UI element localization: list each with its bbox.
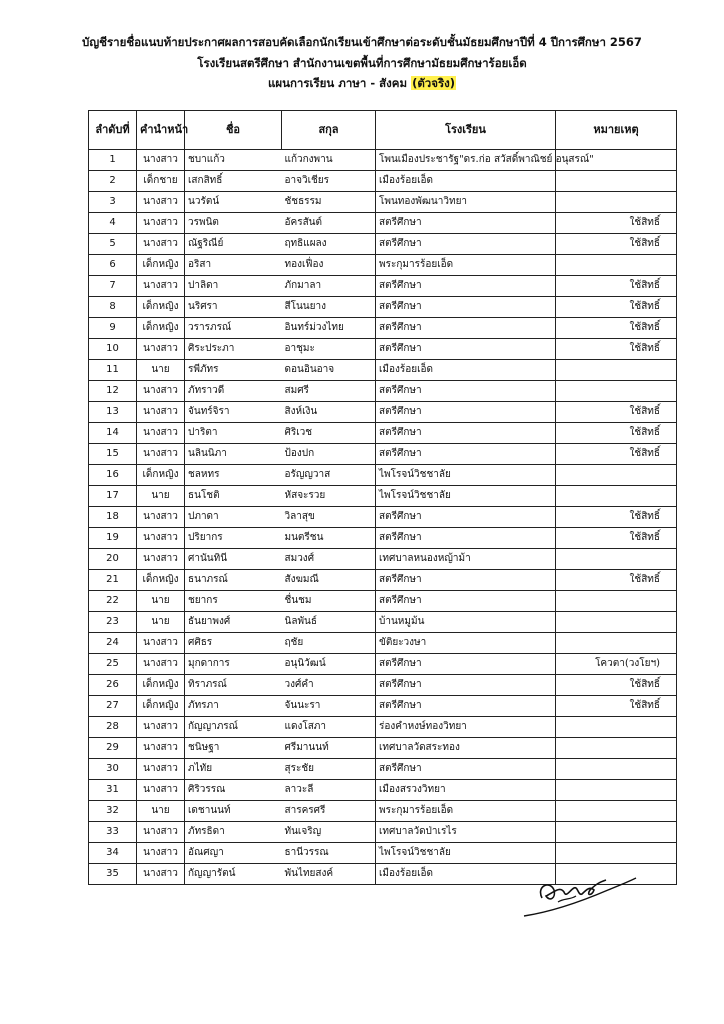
row-first-name: ชยากร xyxy=(185,591,282,612)
row-note xyxy=(556,738,677,759)
row-number: 31 xyxy=(89,780,137,801)
row-number: 19 xyxy=(89,528,137,549)
row-note xyxy=(556,780,677,801)
header-title: บัญชีรายชื่อแนบท้ายประกาศผลการสอบคัดเลือกนักเรียนเข้าศึกษาต่อระดับชั้นมัธยมศึกษาปีที่ 4 ปีการศึกษา 2567 xyxy=(82,35,642,49)
row-surname: แดงโสภา xyxy=(282,717,376,738)
row-school: สตรีศึกษา xyxy=(376,675,556,696)
row-prefix: นางสาว xyxy=(137,822,185,843)
table-row xyxy=(89,780,677,801)
row-prefix: เด็กหญิง xyxy=(137,696,185,717)
row-note: ใช้สิทธิ์ xyxy=(556,213,677,234)
table-row xyxy=(89,381,677,402)
row-school: สตรีศึกษา xyxy=(376,759,556,780)
row-surname: จันนะรา xyxy=(282,696,376,717)
row-surname: อาจวิเชียร xyxy=(282,171,376,192)
row-first-name: ภัทรธิดา xyxy=(185,822,282,843)
row-first-name: ศศิธร xyxy=(185,633,282,654)
row-first-name: เสกสิทธิ์ xyxy=(185,171,282,192)
table-row xyxy=(89,696,677,717)
row-prefix: นาย xyxy=(137,591,185,612)
row-prefix: นางสาว xyxy=(137,402,185,423)
table-row xyxy=(89,633,677,654)
table-row xyxy=(89,192,677,213)
row-prefix: นางสาว xyxy=(137,717,185,738)
table-row xyxy=(89,360,677,381)
row-first-name: ศานันทินี xyxy=(185,549,282,570)
row-first-name: ชนิษฐา xyxy=(185,738,282,759)
row-school: เมืองร้อยเอ็ด xyxy=(376,171,556,192)
row-school: สตรีศึกษา xyxy=(376,528,556,549)
row-school: ไพโรจน์วิชชาลัย xyxy=(376,843,556,864)
row-note: ใช้สิทธิ์ xyxy=(556,423,677,444)
row-surname: สิงห์เงิน xyxy=(282,402,376,423)
row-first-name: กัญญารัตน์ xyxy=(185,864,282,885)
row-surname: ภักมาลา xyxy=(282,276,376,297)
row-first-name: ชบาแก้ว xyxy=(185,150,282,171)
row-surname: แก้วกงพาน xyxy=(282,150,376,171)
row-first-name: มุกดาการ xyxy=(185,654,282,675)
row-first-name: อริสา xyxy=(185,255,282,276)
row-prefix: เด็กหญิง xyxy=(137,297,185,318)
row-school: โพนเมืองประชารัฐ"ดร.ก่อ สวัสดิ์พาณิชย์ อนุสรณ์" xyxy=(376,150,556,171)
row-school: สตรีศึกษา xyxy=(376,276,556,297)
row-first-name: ศิริวรรณ xyxy=(185,780,282,801)
column-header-prefix: คำนำหน้า xyxy=(137,111,185,150)
table-header-row xyxy=(89,111,677,150)
row-school: สตรีศึกษา xyxy=(376,318,556,339)
row-first-name: จันทร์จิรา xyxy=(185,402,282,423)
row-school: เทศบาลวัดสระทอง xyxy=(376,738,556,759)
row-note xyxy=(556,843,677,864)
table-row xyxy=(89,822,677,843)
row-prefix: นางสาว xyxy=(137,444,185,465)
row-school: สตรีศึกษา xyxy=(376,339,556,360)
table-row xyxy=(89,234,677,255)
row-school: สตรีศึกษา xyxy=(376,507,556,528)
table-row xyxy=(89,339,677,360)
row-surname: ฤทธิแผลง xyxy=(282,234,376,255)
row-first-name: ณัฐริณีย์ xyxy=(185,234,282,255)
row-number: 10 xyxy=(89,339,137,360)
column-header-surname: สกุล xyxy=(282,111,376,150)
row-prefix: เด็กหญิง xyxy=(137,255,185,276)
row-number: 35 xyxy=(89,864,137,885)
table-row xyxy=(89,507,677,528)
row-school: สตรีศึกษา xyxy=(376,570,556,591)
row-school: บ้านหมูม้น xyxy=(376,612,556,633)
row-number: 33 xyxy=(89,822,137,843)
table-row xyxy=(89,717,677,738)
row-number: 9 xyxy=(89,318,137,339)
row-prefix: นางสาว xyxy=(137,234,185,255)
row-school: เมืองร้อยเอ็ด xyxy=(376,864,556,885)
row-prefix: เด็กชาย xyxy=(137,171,185,192)
row-note xyxy=(556,192,677,213)
row-note: ใช้สิทธิ์ xyxy=(556,297,677,318)
row-note xyxy=(556,465,677,486)
row-surname: ทองเฟื่อง xyxy=(282,255,376,276)
row-prefix: นางสาว xyxy=(137,381,185,402)
row-prefix: เด็กหญิง xyxy=(137,570,185,591)
row-prefix: นางสาว xyxy=(137,759,185,780)
row-prefix: นางสาว xyxy=(137,654,185,675)
row-note: ใช้สิทธิ์ xyxy=(556,444,677,465)
row-first-name: นริศรา xyxy=(185,297,282,318)
header-program xyxy=(0,73,724,94)
row-note xyxy=(556,717,677,738)
row-number: 17 xyxy=(89,486,137,507)
row-note xyxy=(556,486,677,507)
row-prefix: นางสาว xyxy=(137,339,185,360)
row-note xyxy=(556,633,677,654)
column-header-no: ลำดับที่ xyxy=(89,111,137,150)
row-surname: อาชุมะ xyxy=(282,339,376,360)
row-number: 27 xyxy=(89,696,137,717)
row-school: สตรีศึกษา xyxy=(376,402,556,423)
table-row xyxy=(89,318,677,339)
row-school: ไพโรจน์วิชชาลัย xyxy=(376,465,556,486)
row-prefix: นางสาว xyxy=(137,780,185,801)
row-surname: ศรีมานนท์ xyxy=(282,738,376,759)
row-note xyxy=(556,255,677,276)
row-school: ไพโรจน์วิชชาลัย xyxy=(376,486,556,507)
row-prefix: นาย xyxy=(137,801,185,822)
row-number: 11 xyxy=(89,360,137,381)
row-number: 26 xyxy=(89,675,137,696)
row-first-name: ทิราภรณ์ xyxy=(185,675,282,696)
row-school: ร่องคำหงษ์ทองวิทยา xyxy=(376,717,556,738)
header-school: โรงเรียนสตรีศึกษา สำนักงานเขตพื้นที่การศึกษามัธยมศึกษาร้อยเอ็ด xyxy=(197,55,527,70)
row-first-name: ศิระประภา xyxy=(185,339,282,360)
row-surname: หัสจะรวย xyxy=(282,486,376,507)
row-note: ใช้สิทธิ์ xyxy=(556,675,677,696)
row-prefix: นางสาว xyxy=(137,423,185,444)
table-row xyxy=(89,486,677,507)
row-surname: ทันเจริญ xyxy=(282,822,376,843)
row-school: สตรีศึกษา xyxy=(376,234,556,255)
row-number: 3 xyxy=(89,192,137,213)
table-row xyxy=(89,759,677,780)
row-note xyxy=(556,822,677,843)
table-row xyxy=(89,255,677,276)
row-first-name: ชลหทร xyxy=(185,465,282,486)
row-note: ใช้สิทธิ์ xyxy=(556,318,677,339)
table-row xyxy=(89,549,677,570)
row-surname: อินทร์ม่วงไทย xyxy=(282,318,376,339)
column-header-name: ชื่อ xyxy=(185,111,282,150)
row-number: 13 xyxy=(89,402,137,423)
row-first-name: กัญญาภรณ์ xyxy=(185,717,282,738)
row-school: สตรีศึกษา xyxy=(376,444,556,465)
table-row xyxy=(89,738,677,759)
row-number: 16 xyxy=(89,465,137,486)
row-note: ใช้สิทธิ์ xyxy=(556,528,677,549)
row-school: ขัติยะวงษา xyxy=(376,633,556,654)
row-note: โควตา(วงโยฯ) xyxy=(556,654,677,675)
row-school: สตรีศึกษา xyxy=(376,297,556,318)
row-first-name: ธนาภรณ์ xyxy=(185,570,282,591)
row-number: 23 xyxy=(89,612,137,633)
row-first-name: ภัทราวดี xyxy=(185,381,282,402)
row-school: เทศบาลหนองหญ้าม้า xyxy=(376,549,556,570)
row-surname: สังฆมณี xyxy=(282,570,376,591)
row-note: ใช้สิทธิ์ xyxy=(556,570,677,591)
column-header-school: โรงเรียน xyxy=(376,111,556,150)
row-number: 7 xyxy=(89,276,137,297)
row-school: สตรีศึกษา xyxy=(376,654,556,675)
row-school: เมืองร้อยเอ็ด xyxy=(376,360,556,381)
row-first-name: วรารภรณ์ xyxy=(185,318,282,339)
row-surname: สมศรี xyxy=(282,381,376,402)
row-number: 8 xyxy=(89,297,137,318)
row-school: สตรีศึกษา xyxy=(376,591,556,612)
row-prefix: นางสาว xyxy=(137,150,185,171)
table-row xyxy=(89,150,677,171)
row-note: ใช้สิทธิ์ xyxy=(556,276,677,297)
row-note xyxy=(556,360,677,381)
row-school: เมืองสรวงวิทยา xyxy=(376,780,556,801)
row-number: 6 xyxy=(89,255,137,276)
row-surname: นิลพันธ์ xyxy=(282,612,376,633)
program-label: แผนการเรียน ภาษา - สังคม xyxy=(267,76,408,90)
row-note xyxy=(556,549,677,570)
row-note xyxy=(556,801,677,822)
row-surname: ชัชธรรม xyxy=(282,192,376,213)
row-number: 28 xyxy=(89,717,137,738)
row-number: 30 xyxy=(89,759,137,780)
row-surname: พันไทยสงค์ xyxy=(282,864,376,885)
row-note xyxy=(556,612,677,633)
row-note xyxy=(556,381,677,402)
table-row xyxy=(89,297,677,318)
row-note xyxy=(556,591,677,612)
row-surname: ชื่นชม xyxy=(282,591,376,612)
row-prefix: นางสาว xyxy=(137,213,185,234)
row-surname: วิลาสุข xyxy=(282,507,376,528)
row-first-name: เดชานนท์ xyxy=(185,801,282,822)
row-surname: สมวงศ์ xyxy=(282,549,376,570)
row-first-name: นวรัตน์ xyxy=(185,192,282,213)
table-row xyxy=(89,402,677,423)
row-surname: มนตรีชน xyxy=(282,528,376,549)
row-first-name: ปริยากร xyxy=(185,528,282,549)
row-prefix: นาย xyxy=(137,486,185,507)
row-first-name: ธันยาพงศ์ xyxy=(185,612,282,633)
row-prefix: นาย xyxy=(137,612,185,633)
table-row xyxy=(89,213,677,234)
table-row xyxy=(89,801,677,822)
row-school: สตรีศึกษา xyxy=(376,696,556,717)
row-school: สตรีศึกษา xyxy=(376,423,556,444)
row-prefix: นางสาว xyxy=(137,738,185,759)
row-number: 14 xyxy=(89,423,137,444)
column-header-note: หมายเหตุ xyxy=(556,111,677,150)
row-first-name: ปาลิดา xyxy=(185,276,282,297)
table-body xyxy=(89,150,677,885)
table-row xyxy=(89,528,677,549)
row-note xyxy=(556,171,677,192)
table-row xyxy=(89,423,677,444)
table-row xyxy=(89,654,677,675)
row-prefix: เด็กหญิง xyxy=(137,465,185,486)
row-number: 21 xyxy=(89,570,137,591)
table-row xyxy=(89,570,677,591)
table-row xyxy=(89,591,677,612)
row-first-name: ภัทรภา xyxy=(185,696,282,717)
row-first-name: ภไทัย xyxy=(185,759,282,780)
row-surname: ฤชัย xyxy=(282,633,376,654)
row-prefix: นาย xyxy=(137,360,185,381)
table-row xyxy=(89,171,677,192)
row-note xyxy=(556,759,677,780)
row-prefix: นางสาว xyxy=(137,507,185,528)
row-surname: อรัญญวาส xyxy=(282,465,376,486)
row-surname: ศิริเวช xyxy=(282,423,376,444)
row-prefix: เด็กหญิง xyxy=(137,318,185,339)
row-number: 15 xyxy=(89,444,137,465)
row-surname: ดอนอินอาจ xyxy=(282,360,376,381)
document-header xyxy=(0,32,724,94)
signature-mark xyxy=(520,872,640,922)
row-school: สตรีศึกษา xyxy=(376,213,556,234)
row-school: สตรีศึกษา xyxy=(376,381,556,402)
row-surname: สีโนนยาง xyxy=(282,297,376,318)
row-number: 25 xyxy=(89,654,137,675)
row-number: 5 xyxy=(89,234,137,255)
row-prefix: นางสาว xyxy=(137,528,185,549)
row-number: 34 xyxy=(89,843,137,864)
row-school: พระกุมารร้อยเอ็ด xyxy=(376,801,556,822)
row-note: ใช้สิทธิ์ xyxy=(556,402,677,423)
table-row xyxy=(89,465,677,486)
row-prefix: เด็กหญิง xyxy=(137,675,185,696)
row-first-name: วรพนิต xyxy=(185,213,282,234)
row-number: 29 xyxy=(89,738,137,759)
row-surname: สุระชัย xyxy=(282,759,376,780)
row-surname: สารครศรี xyxy=(282,801,376,822)
row-number: 18 xyxy=(89,507,137,528)
table-row xyxy=(89,675,677,696)
row-prefix: นางสาว xyxy=(137,633,185,654)
table-row xyxy=(89,276,677,297)
row-school: โพนทองพัฒนาวิทยา xyxy=(376,192,556,213)
row-number: 22 xyxy=(89,591,137,612)
row-number: 20 xyxy=(89,549,137,570)
row-surname: ธานีวรรณ xyxy=(282,843,376,864)
row-number: 24 xyxy=(89,633,137,654)
table-row xyxy=(89,612,677,633)
row-surname: วงศ์คำ xyxy=(282,675,376,696)
row-school: เทศบาลวัดป่าเรไร xyxy=(376,822,556,843)
row-surname: อนุนิวัฒน์ xyxy=(282,654,376,675)
row-prefix: นางสาว xyxy=(137,864,185,885)
row-number: 4 xyxy=(89,213,137,234)
student-roster-table xyxy=(88,110,677,885)
row-prefix: นางสาว xyxy=(137,276,185,297)
row-surname: ลาวะลี xyxy=(282,780,376,801)
row-surname: ป้องปก xyxy=(282,444,376,465)
row-surname: อัครสันต์ xyxy=(282,213,376,234)
row-number: 1 xyxy=(89,150,137,171)
row-number: 12 xyxy=(89,381,137,402)
row-first-name: อัณศญา xyxy=(185,843,282,864)
row-note: ใช้สิทธิ์ xyxy=(556,234,677,255)
row-prefix: นางสาว xyxy=(137,192,185,213)
row-first-name: รพีภัทร xyxy=(185,360,282,381)
row-first-name: ปภาดา xyxy=(185,507,282,528)
row-prefix: นางสาว xyxy=(137,549,185,570)
row-note: ใช้สิทธิ์ xyxy=(556,696,677,717)
row-first-name: นลินนิภา xyxy=(185,444,282,465)
row-note: ใช้สิทธิ์ xyxy=(556,507,677,528)
row-prefix: นางสาว xyxy=(137,843,185,864)
row-first-name: ธนโชติ xyxy=(185,486,282,507)
row-school: พระกุมารร้อยเอ็ด xyxy=(376,255,556,276)
program-status-highlight: (ตัวจริง) xyxy=(412,76,456,90)
table-row xyxy=(89,444,677,465)
row-first-name: ปาริตา xyxy=(185,423,282,444)
table-row xyxy=(89,843,677,864)
row-number: 2 xyxy=(89,171,137,192)
row-number: 32 xyxy=(89,801,137,822)
row-note: ใช้สิทธิ์ xyxy=(556,339,677,360)
